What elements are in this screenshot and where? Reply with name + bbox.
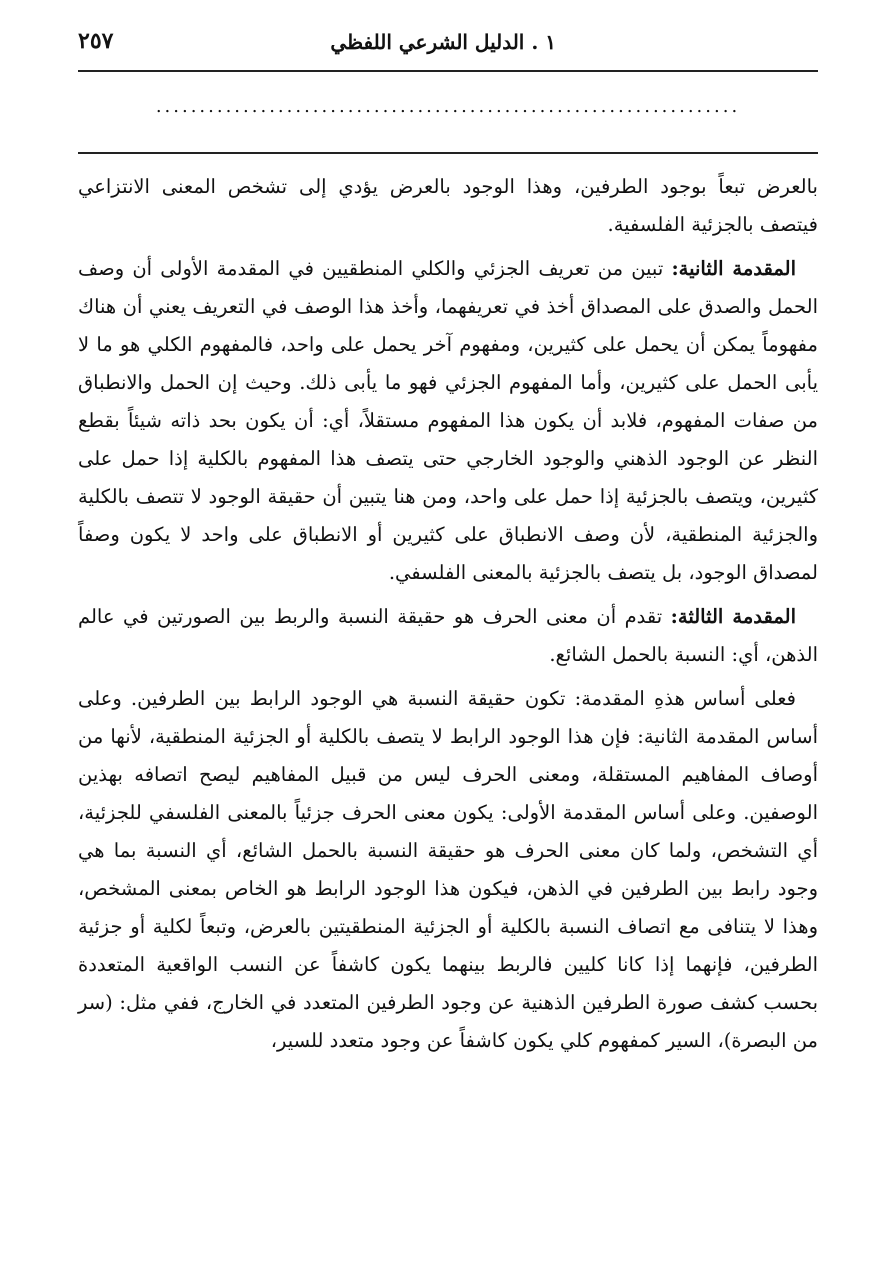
paragraph-text: تبين من تعريف الجزئي والكلي المنطقيين في المقدمة الأولى أن وصف الحمل والصدق على المصداق أخذ في تعريفهما، وأخذ هذا الوصف في التعريف يعني أن هناك مفهوماً يمكن أن يحمل على كثيرين، ومفهوم آخر يحمل على واحد، فالمفهوم الكلي هو ما لا يأبى الحمل على كثيرين، وأما المفهوم الجزئي فهو ما يأبى ذلك. وحيث إن الحمل والانطباق من صفات المفهوم، فلابد أن يكون هذا المفهوم مستقلاً، أي: أن يكون بحد ذاته شيئاً بقطع النظر عن الوجود الذهني والوجود الخارجي حتى يتصف هذا المفهوم بالكلية إذا حمل على كثيرين، ويتصف بالجزئية إذا حمل على واحد، ومن هنا يتبين أن حقيقة الوجود لا تتصف بالكلية والجزئية المنطقية، لأن وصف الانطباق على كثيرين أو الانطباق على واحد لا يكون وصفاً لمصداق الوجود، بل يتصف بالجزئية بالمعنى الفلسفي. [78, 257, 818, 584]
paragraph-heading: المقدمة الثانية: [671, 257, 796, 280]
paragraph-text: بالعرض تبعاً بوجود الطرفين، وهذا الوجود بالعرض يؤدي إلى تشخص المعنى الانتزاعي فيتصف بالجزئية الفلسفية. [78, 175, 818, 236]
section-rule [78, 152, 818, 154]
page-number: ٢٥٧ [78, 28, 114, 54]
running-title: ١ . الدليل الشرعي اللفظي [330, 30, 556, 54]
paragraph [78, 250, 818, 592]
paragraph-text: تقدم أن معنى الحرف هو حقيقة النسبة والربط بين الصورتين في عالم الذهن، أي: النسبة بالحمل الشائع. [78, 605, 818, 666]
paragraph [78, 598, 818, 674]
dotted-separator: ................................................................... [155, 96, 741, 117]
book-page [78, 22, 818, 1262]
paragraph-heading: المقدمة الثالثة: [670, 605, 797, 628]
paragraph [78, 168, 818, 244]
paragraph [78, 680, 818, 1060]
body-text [78, 168, 818, 1060]
page-header [78, 22, 818, 72]
paragraph-text: فعلى أساس هذهِ المقدمة: تكون حقيقة النسبة هي الوجود الرابط بين الطرفين. وعلى أساس المقدمة الثانية: فإن هذا الوجود الرابط لا يتصف بالكلية أو الجزئية المنطقية، لأنها من أوصاف المفاهيم المستقلة، ومعنى الحرف ليس من قبيل المفاهيم ليصح اتصافه بهذين الوصفين. وعلى أساس المقدمة الأولى: يكون معنى الحرف جزئياً بالمعنى الفلسفي للجزئية، أي التشخص، ولما كان معنى الحرف هو حقيقة النسبة بالحمل الشائع، أي النسبة بما هي وجود رابط بين الطرفين في الذهن، فيكون هذا الوجود الرابط هو الخاص بمعنى المشخص، وهذا لا يتنافى مع اتصاف النسبة بالكلية أو الجزئية المنطقيتين بالعرض، وتبعاً لكلية أو جزئية الطرفين، فإنهما إذا كانا كليين فالربط بينهما يكون كاشفاً عن النسب الواقعية المتعددة بحسب كشف صورة الطرفين الذهنية عن وجود الطرفين المتعدد في الخارج، ففي مثل: (سر من البصرة)، السير كمفهوم كلي يكون كاشفاً عن وجود متعدد للسير، [78, 687, 818, 1052]
